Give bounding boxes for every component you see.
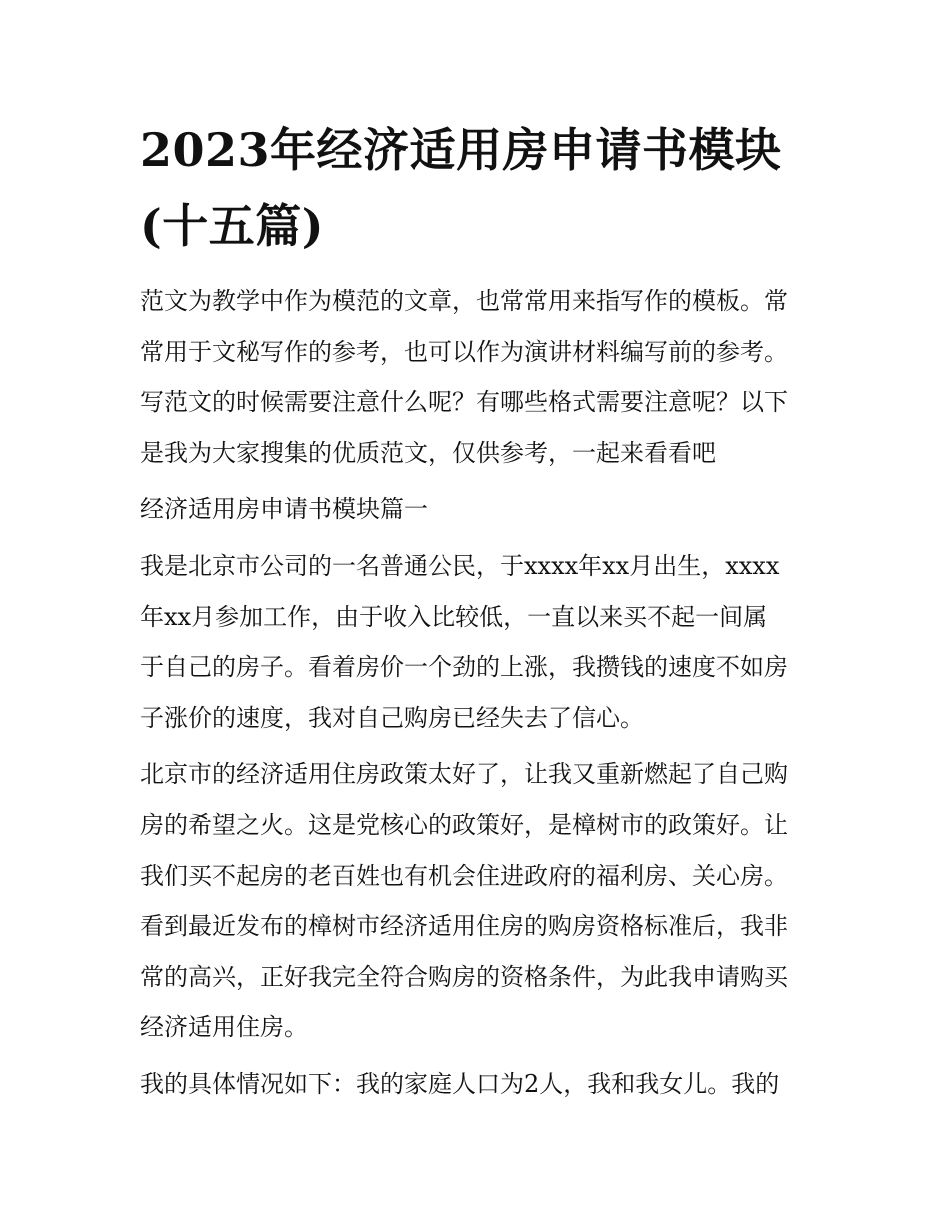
document-body [140, 276, 820, 1116]
body-paragraph [140, 749, 820, 1053]
document-title [140, 112, 820, 264]
text-line: 是我为大家搜集的优质范文，仅供参考，一起来看看吧 [140, 438, 716, 467]
text-line: 年xx月参加工作，由于收入比较低，一直以来买不起一间属 [140, 602, 768, 631]
text-line: 经济适用住房。 [140, 1013, 308, 1042]
section-heading [140, 484, 820, 535]
text-line: 看到最近发布的樟树市经济适用住房的购房资格标准后，我非 [140, 912, 788, 941]
text-line: 范文为教学中作为模范的文章，也常常用来指写作的模板。常 [140, 287, 788, 315]
text-line: 我们买不起房的老百姓也有机会住进政府的福利房、关心房。 [140, 861, 788, 890]
text-line: 我是北京市公司的一名普通公民，于xxxx年xx月出生，xxxx [140, 551, 780, 580]
text-line: 于自己的房子。看着房价一个劲的上涨，我攒钱的速度不如房 [140, 653, 788, 682]
title-line: (十五篇) [140, 199, 325, 253]
body-paragraph [140, 1059, 820, 1110]
text-line: 写范文的时候需要注意什么呢？有哪些格式需要注意呢？以下 [140, 388, 788, 417]
intro-paragraph [140, 276, 820, 478]
text-line: 房的希望之火。这是党核心的政策好，是樟树市的政策好。让 [140, 810, 788, 839]
body-paragraph [140, 541, 820, 743]
text-line: 北京市的经济适用住房政策太好了，让我又重新燃起了自己购 [140, 760, 788, 789]
text-line: 我的具体情况如下：我的家庭人口为2人，我和我女儿。我的 [140, 1069, 780, 1098]
text-line: 常的高兴，正好我完全符合购房的资格条件，为此我申请购买 [140, 962, 788, 991]
title-line: 2023年经济适用房申请书模块 [140, 123, 782, 177]
text-line: 子涨价的速度，我对自己购房已经失去了信心。 [140, 703, 644, 732]
text-line: 经济适用房申请书模块篇一 [140, 495, 428, 524]
text-line: 常用于文秘写作的参考，也可以作为演讲材料编写前的参考。 [140, 337, 788, 366]
